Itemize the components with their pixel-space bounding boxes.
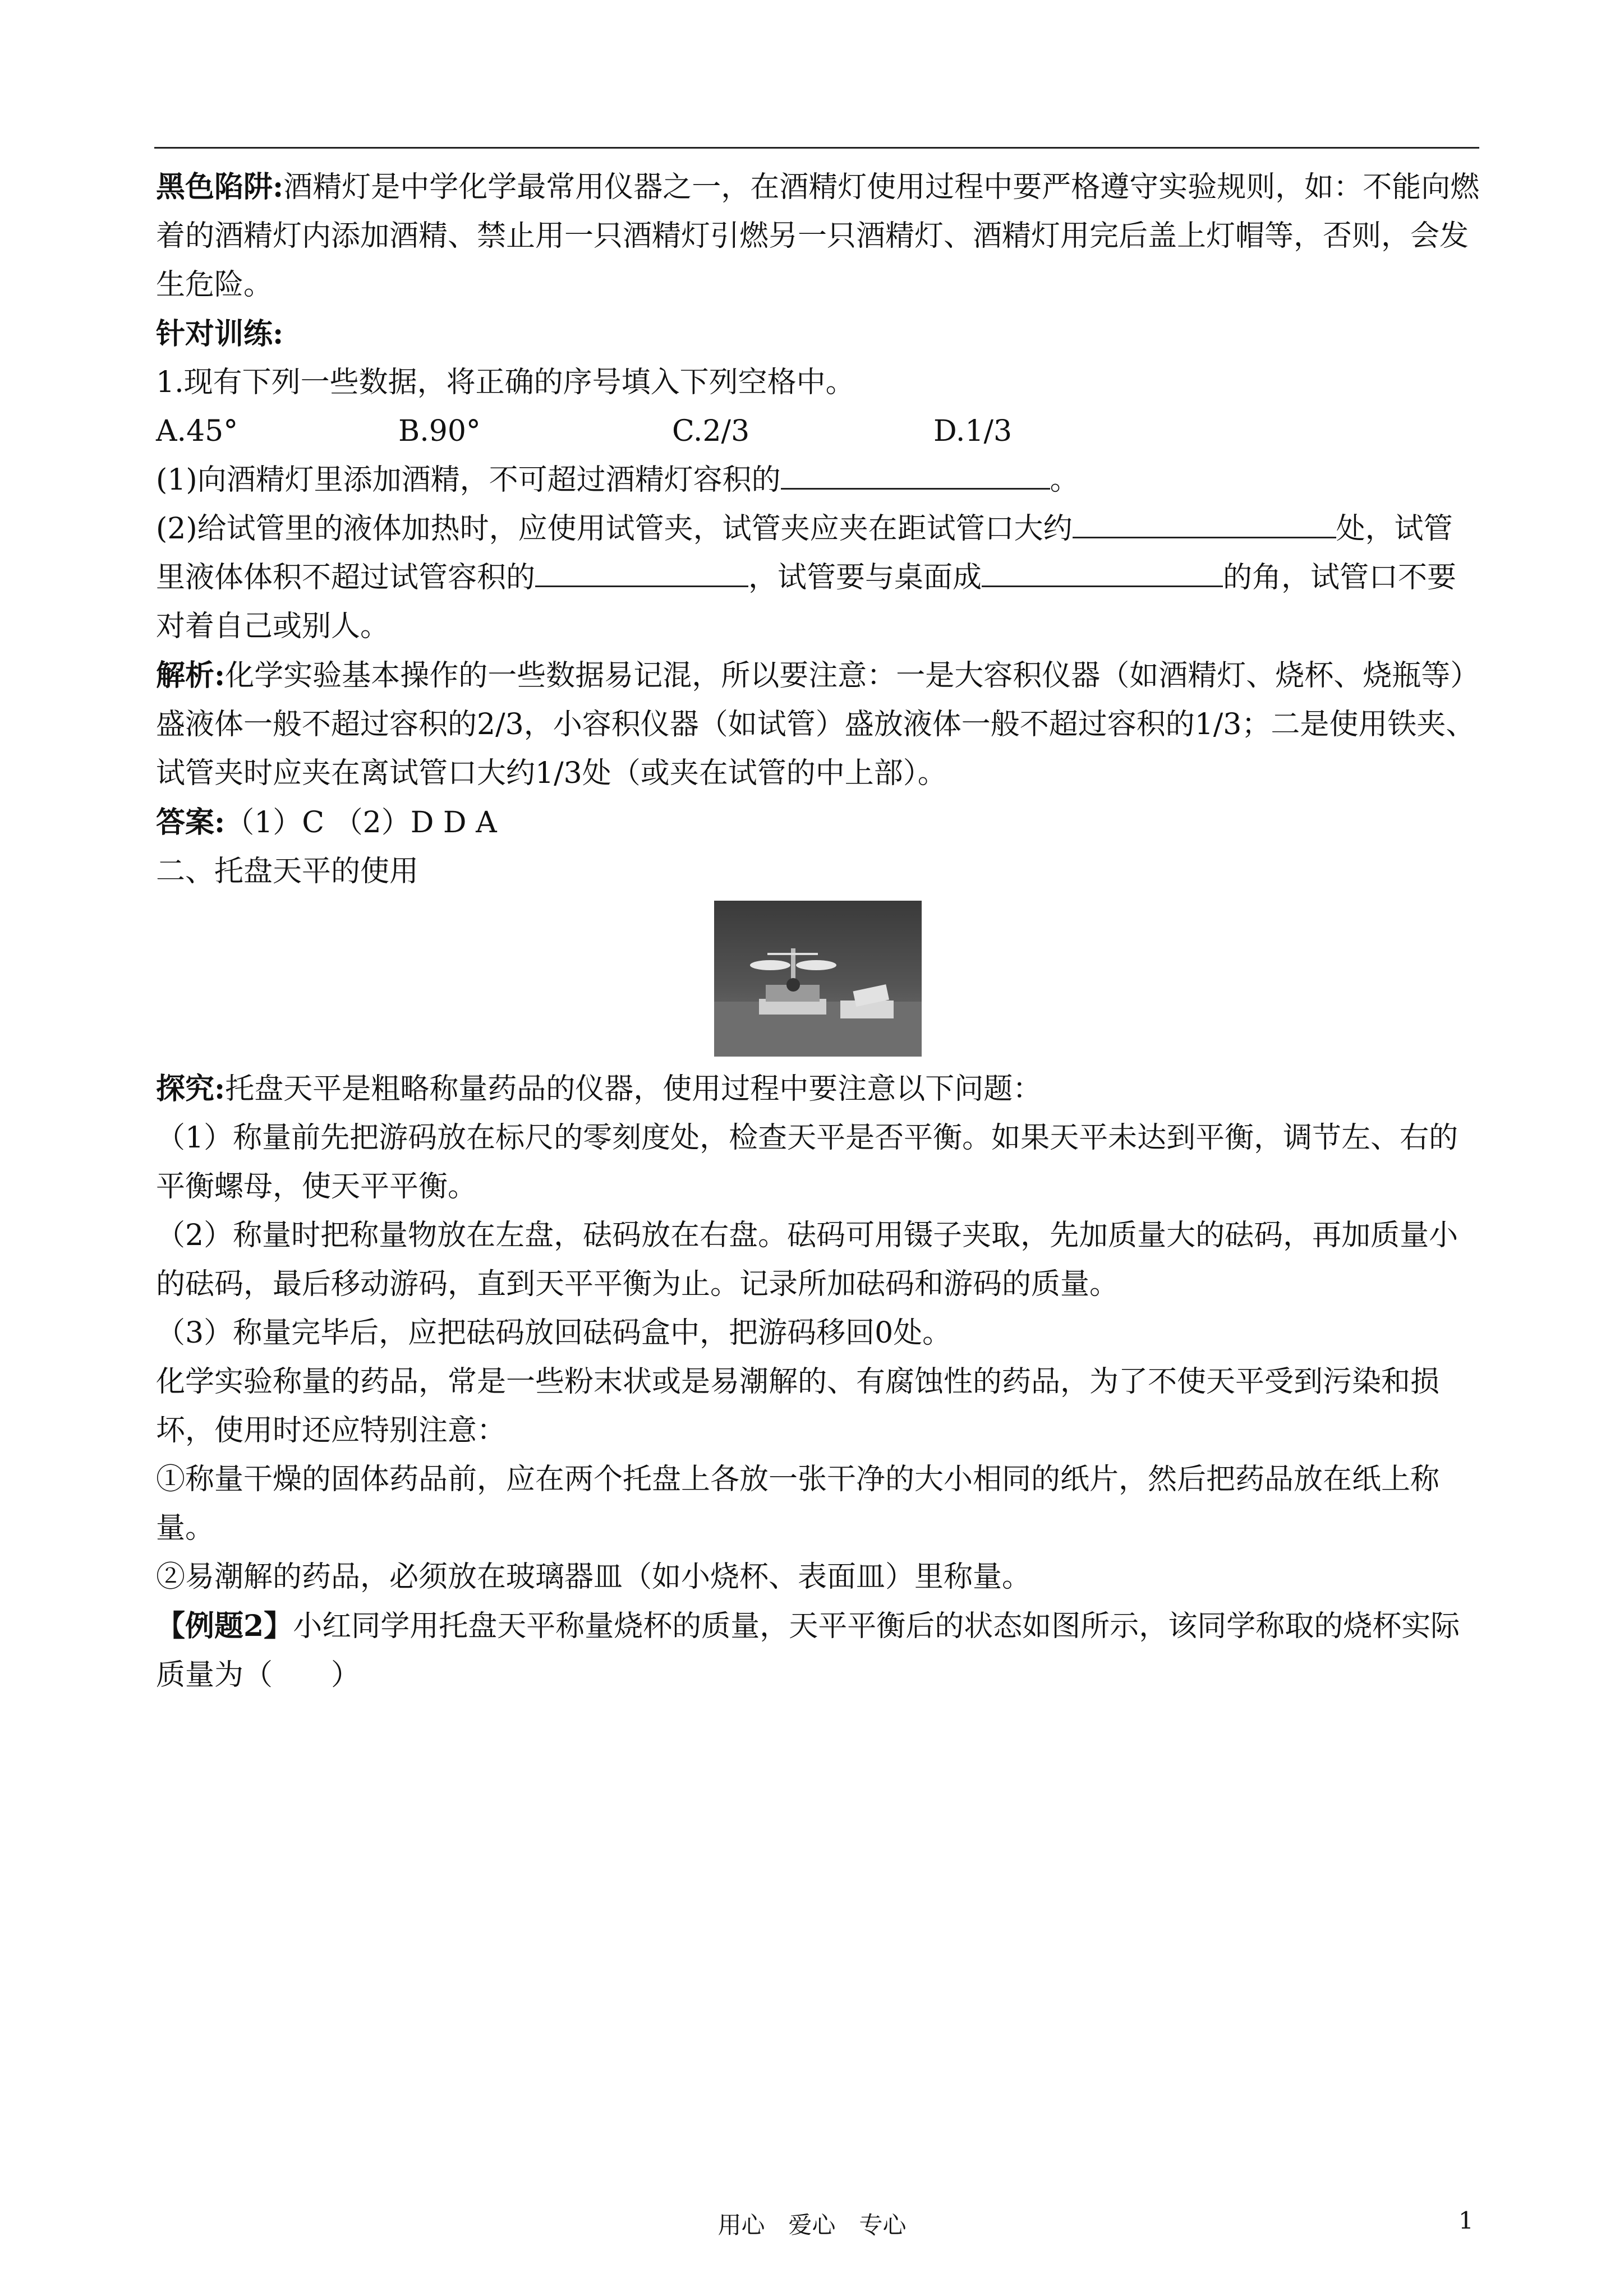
option-c: C.2/3: [672, 414, 750, 448]
analysis-label: 解析:: [156, 658, 226, 693]
analysis-paragraph: [156, 651, 1480, 798]
step-3: （3）称量完毕后，应把砝码放回砝码盒中，把游码移回0处。: [156, 1316, 952, 1350]
note-paragraph: 化学实验称量的药品，常是一些粉末状或是易潮解的、有腐蚀性的药品，为了不使天平受到污染和损坏，使用时还应特别注意：: [156, 1365, 1440, 1447]
q1-2-text-b: 处，试管里液体体积不超过试管容积的: [156, 512, 1453, 594]
answer-blank-3: [535, 556, 748, 587]
step-2: （2）称量时把称量物放在左盘，砝码放在右盘。砝码可用镊子夹取，先加质量大的砝码，再加质量小的砝码，最后移动游码，直到天平平衡为止。记录所加砝码和游码的质量。: [156, 1219, 1459, 1301]
answer-paragraph: [156, 798, 1480, 847]
trap-paragraph: [156, 163, 1480, 310]
q1-1-end: 。: [1050, 463, 1079, 497]
question-1-part-2: [156, 505, 1480, 651]
analysis-text: 化学实验基本操作的一些数据易记混，所以要注意：一是大容积仪器（如酒精灯、烧杯、烧瓶等）盛液体一般不超过容积的2/3，小容积仪器（如试管）盛放液体一般不超过容积的1/3；二是使用铁夹、试管夹时应夹在离试管口大约1/3处（或夹在试管的中上部）。: [156, 659, 1480, 790]
answer-blank-4: [982, 556, 1223, 587]
document-body: [156, 163, 1480, 1700]
option-a: A.45°: [156, 414, 238, 448]
q1-2-text-d: 的角，试管口不要对着自己或别人。: [156, 561, 1457, 643]
option-b: B.90°: [398, 414, 481, 448]
explore-label: 探究:: [156, 1072, 226, 1106]
example-label: 【例题2】: [156, 1609, 293, 1643]
option-d: D.1/3: [933, 414, 1013, 448]
question-1-options: [156, 407, 1480, 456]
question-1-stem: 1.现有下列一些数据，将正确的序号填入下列空格中。: [156, 366, 855, 399]
trap-label: 黑色陷阱:: [156, 170, 284, 204]
section-2-heading: 二、托盘天平的使用: [156, 855, 419, 888]
explore-paragraph: [156, 1064, 1480, 1114]
page-number: 1: [1459, 2207, 1474, 2234]
training-label: 针对训练:: [156, 317, 284, 351]
example-2: [156, 1602, 1480, 1700]
answer-blank-2: [1073, 508, 1336, 538]
step-1: （1）称量前先把游码放在标尺的零刻度处，检查天平是否平衡。如果天平未达到平衡，调节左、右的平衡螺母，使天平平衡。: [156, 1121, 1459, 1204]
trap-text: 酒精灯是中学化学最常用仪器之一，在酒精灯使用过程中要严格遵守实验规则，如：不能向燃着的酒精灯内添加酒精、禁止用一只酒精灯引燃另一只酒精灯、酒精灯用完后盖上灯帽等，否则，会发生危险。: [156, 170, 1480, 302]
footer-slogan: 用心 爱心 专心: [717, 2211, 907, 2239]
example-text: 小红同学用托盘天平称量烧杯的质量，天平平衡后的状态如图所示，该同学称取的烧杯实际质量为（ ）: [156, 1610, 1460, 1692]
question-1-part-1: [156, 456, 1480, 505]
answer-label: 答案:: [156, 805, 226, 840]
q1-2-text-c: ，试管要与桌面成: [748, 561, 982, 594]
q1-1-text: (1)向酒精灯里添加酒精，不可超过酒精灯容积的: [156, 463, 781, 497]
header-rule: [154, 147, 1479, 149]
note-1: ①称量干燥的固体药品前，应在两个托盘上各放一张干净的大小相同的纸片，然后把药品放在纸上称量。: [156, 1463, 1440, 1545]
balance-photo: [714, 901, 922, 1057]
note-2: ②易潮解的药品，必须放在玻璃器皿（如小烧杯、表面皿）里称量。: [156, 1560, 1032, 1594]
q1-2-text-a: (2)给试管里的液体加热时，应使用试管夹，试管夹应夹在距试管口大约: [156, 512, 1073, 546]
answer-text: （1）C （2）D D A: [225, 806, 497, 840]
explore-text: 托盘天平是粗略称量药品的仪器，使用过程中要注意以下问题：: [225, 1072, 1042, 1106]
answer-blank-1: [781, 459, 1050, 490]
balance-photo-container: [156, 896, 1480, 1064]
